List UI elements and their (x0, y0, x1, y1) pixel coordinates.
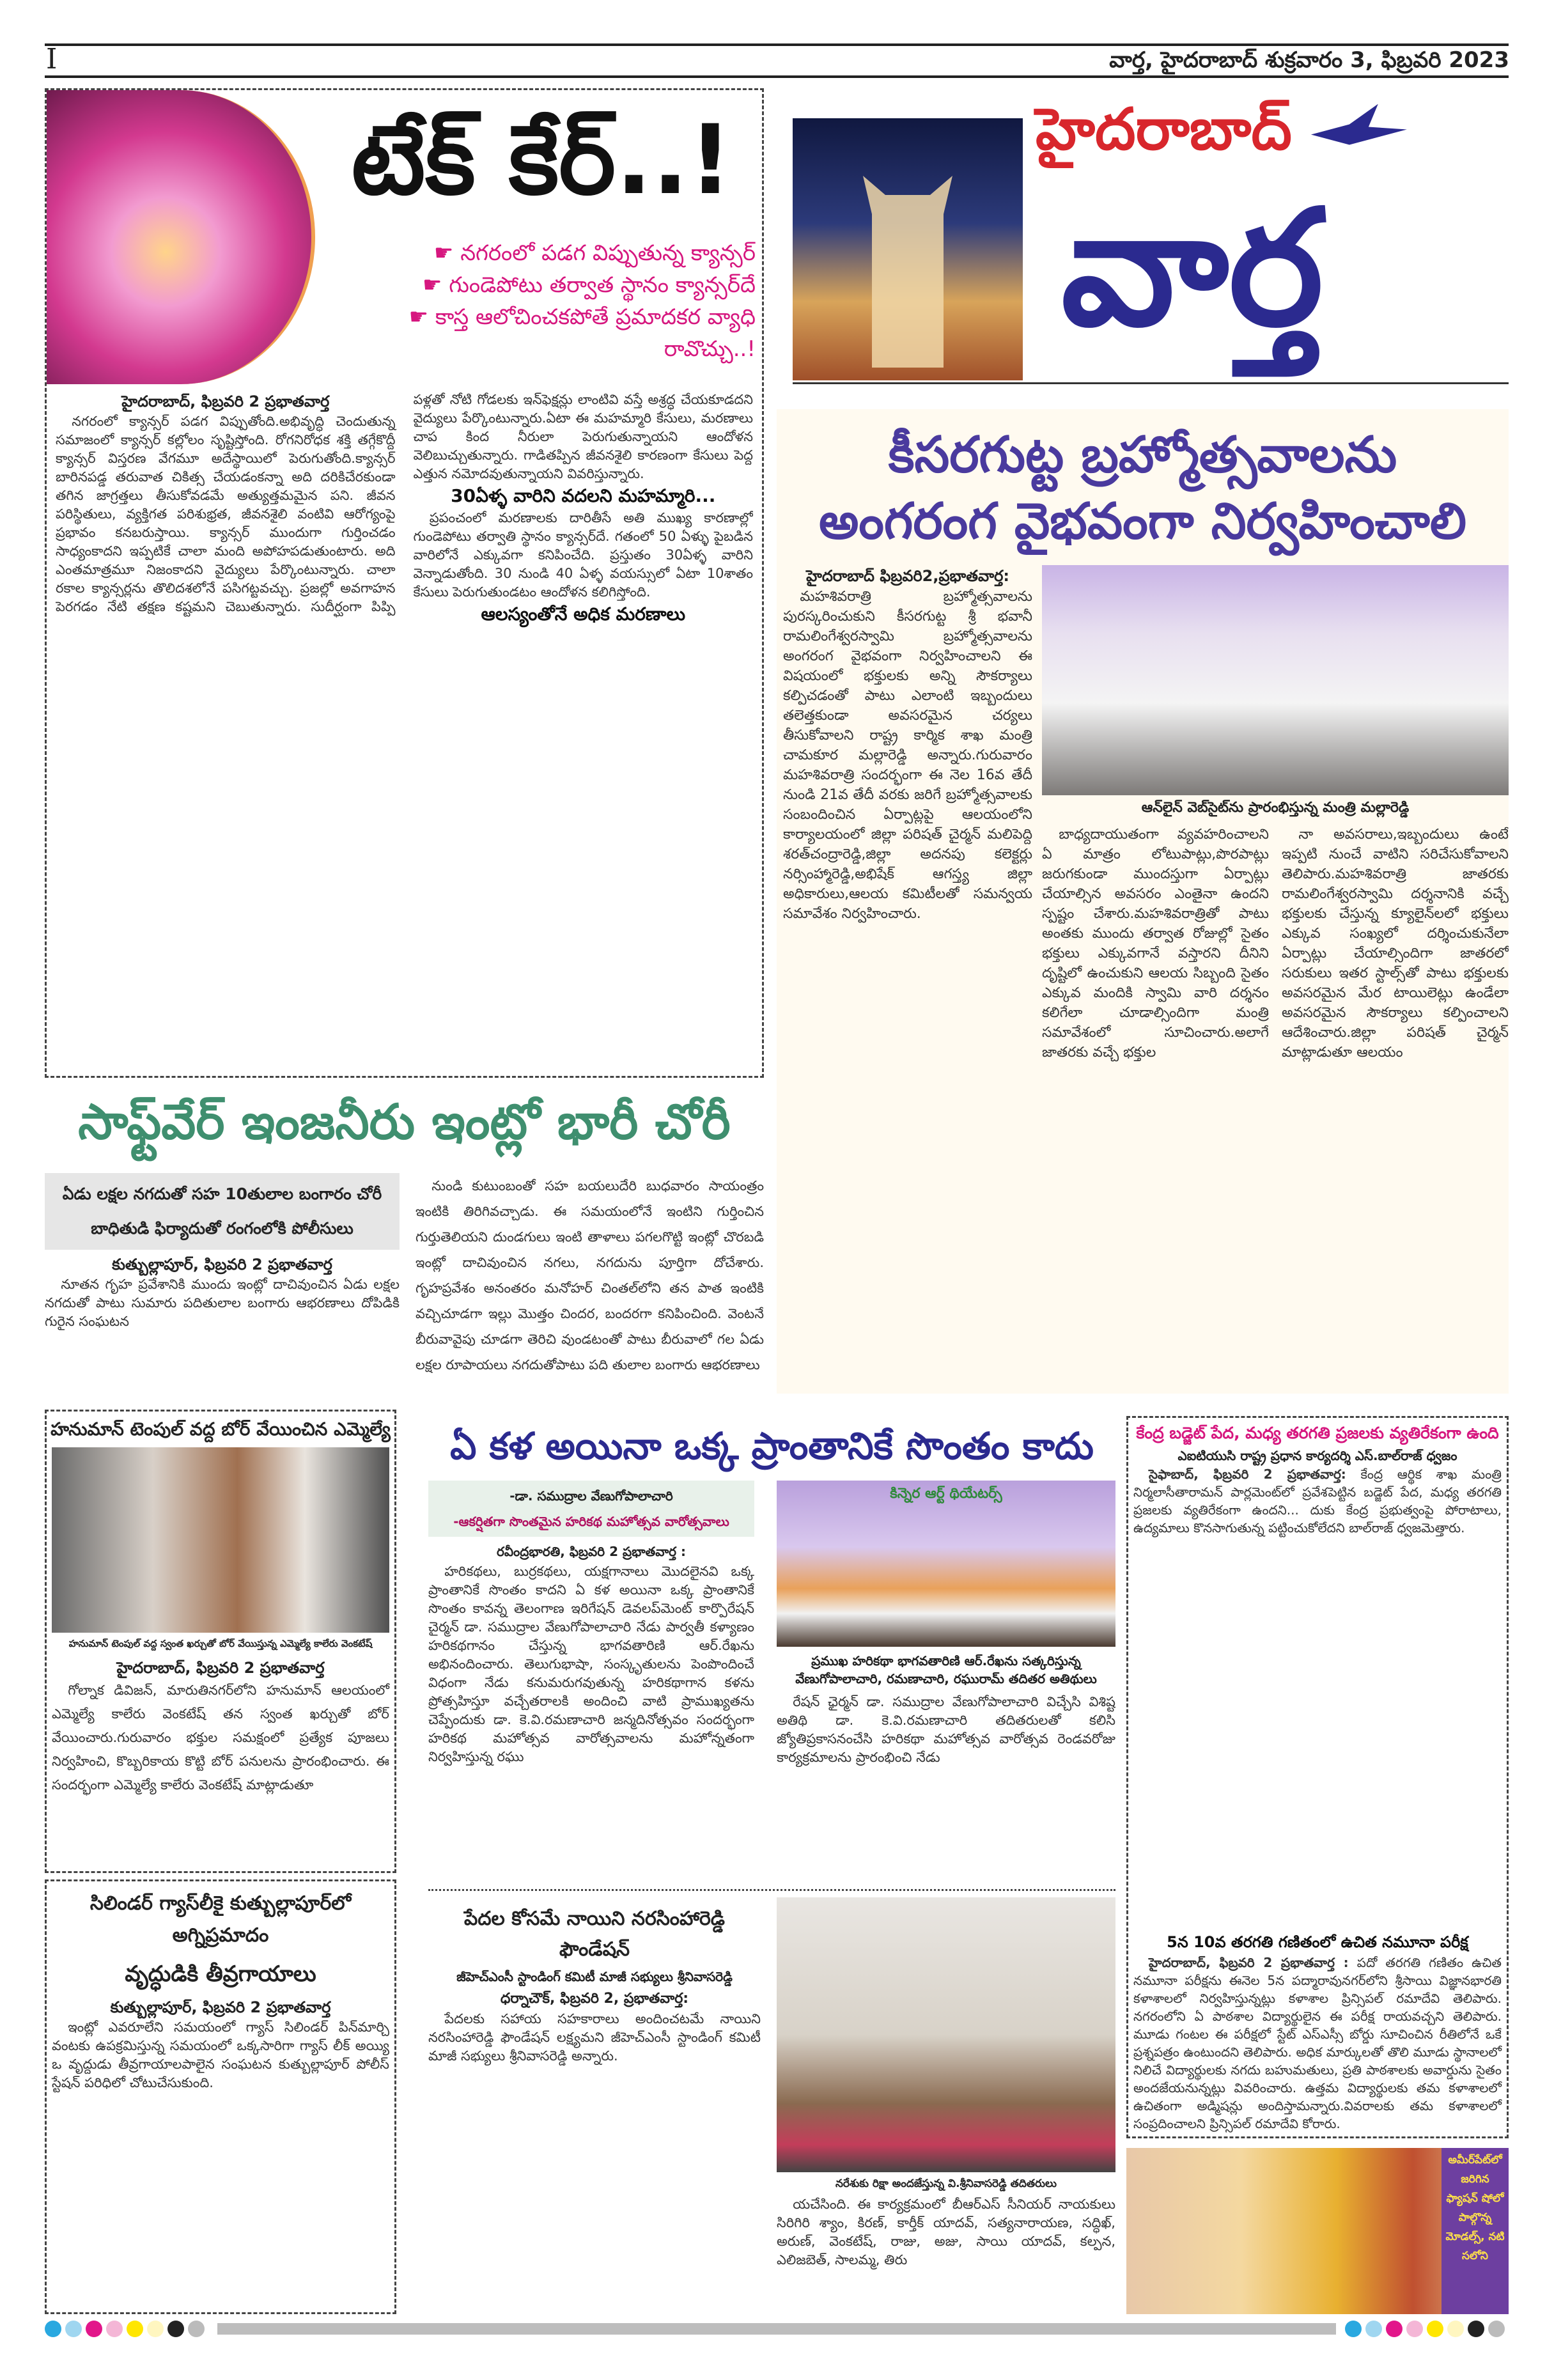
software-col-1 (45, 1275, 400, 1394)
harikatha-deck (428, 1481, 754, 1537)
foundation-paragraph: యచేసింది. ఈ కార్యక్రమంలో బీఆర్ఎస్ సీనియర్ నాయకులు సిరిగిరి శ్యాం, కిరణ్, కార్తీక్ యాదవ్, సత్యనారాయణ, సద్ధిఖ్, అరుణ్, వెంకటేష్, రాజు, అజు, సాయి యాదవ్, కల్పన, ఎలిజబెత్, సాలమ్మ, తిరు (777, 2197, 1115, 2267)
keesaragutta-byline: హైదరాబాద్ ఫిబ్రవరి2,ప్రభాతవార్త: (806, 567, 1009, 585)
budget-byline: సైఫాబాద్, ఫిబ్రవరి 2 ప్రభాతవార్త: (1149, 1466, 1346, 1482)
gray-bar (217, 2323, 1336, 2335)
foundation-deck: జీహెచ్ఎంసీ స్టాండింగ్ కమిటీ మాజీ సభ్యులు శ్రీనివాసరెడ్డి (456, 1969, 733, 1984)
cancer-paragraph: ప్రపంచంలో మరణాలకు దారితీసే అతి ముఖ్య కారణాల్లో గుండెపోటు తర్వాతి స్థానం క్యాన్సర్‌దే. గతంలో 50 ఏళ్ళు పైబడిన వారిలోనే ఎక్కువగా కనిపించేది. ప్రస్తుతం 30ఏళ్ళ వారిని వెన్నాడుతోంది. 30 నుండి 40 ఏళ్ళ వయస్సులో ఏటా 10శాతం కేసులు పెరుగుతుండటం ఆందోళన కలిగిస్తోంది. (413, 510, 753, 600)
dove-icon (1311, 104, 1407, 155)
page-marker: I (46, 43, 58, 75)
keesaragutta-col-1 (783, 565, 1032, 1387)
harikatha-col-2 (777, 1693, 1115, 1883)
header-rule-bottom (45, 75, 1509, 78)
keesaragutta-headline (777, 409, 1509, 565)
harikatha-col-1 (428, 1562, 754, 1883)
hanuman-headline: హనుమాన్ టెంపుల్ వద్ద బోర్ వేయించిన ఎమ్మెల్యే (51, 1419, 391, 1440)
exam-paragraph: పదో తరగతి గణితం ఉచిత నమూనా పరీక్షను ఈనెల 5న పద్మారావునగర్‌లోని శ్రీసాయి విజ్ఞానభారతి కళాశాలలో నిర్వహిస్తున్నట్లు కళాశాల ప్రిన్సిపల్ రమాదేవి తెలిపారు. నగరంలోని ఏ పాఠశాల విద్యార్థులైన ఈ పరీక్ష రాయవచ్చని తెలిపారు. మూడు గంటల ఈ పరీక్షలో స్టేట్ ఎస్ఎస్సీ బోర్డు సూచించిన రీతిలోనే ఒకే ప్రశ్నపత్రం ఉంటుందని తెలిపారు. అధిక మార్కులతో తొలి మూడు స్థానాలలో నిలిచే విద్యార్థులకు నగదు బహుమతులు, ప్రతి పాఠశాలకు అవార్డును సైతం అందజేయనున్నట్లు వివరించారు. ఉత్తమ విద్యార్థులకు తమ కళాశాలలో ఉచితంగా అడ్మిషన్లు అందిస్తామన్నారు.వివరాలకు తమ కళాశాలలో సంప్రదించాలని ప్రిన్సిపల్ రమాదేవి కోరారు. (1133, 1955, 1502, 2131)
harikatha-photo (777, 1481, 1115, 1647)
software-col-2 (416, 1173, 764, 1394)
bullet-2: ☛ గుండెపోటు తర్వాత స్థానం క్యాన్సర్‌దే (423, 272, 756, 298)
foundation-photo (777, 1897, 1115, 2172)
charminar-photo (793, 118, 1023, 380)
charminar-shape (863, 176, 952, 368)
harikatha-headline: ఏ కళ అయినా ఒక్క ప్రాంతానికే సొంతం కాదు (450, 1424, 1094, 1468)
keesaragutta-col-2 (1042, 825, 1269, 1387)
cylinder-headline: సిలిండర్ గ్యాస్‌లీకై కుత్బుల్లాపూర్‌లో అగ్నిప్రమాదం (89, 1892, 352, 1947)
bullet-1: ☛ నగరంలో పడగ విప్పుతున్న క్యాన్సర్ (433, 240, 756, 266)
headline-line-1: కీసరగుట్ట బ్రహ్మోత్సవాలను (888, 426, 1397, 484)
keesaragutta-paragraph: నా అవసరాలు,ఇబ్బందులు ఉంటే ఇప్పటి నుంచే వాటిని సరిచేసుకోవాలని తెలిపారు.మహశివరాత్రి జాతరకు రామలింగేశ్వరస్వామి దర్శనానికి వచ్చే భక్తులకు చేస్తున్న క్యూలైన్‌లలో భక్తులు ఎక్కువ సంఖ్యలో దర్శించుకునేలా ఏర్పాట్లు చేయాల్సిందిగా జాతరలో సరుకులు ఇతర స్టాల్స్‌తో పాటు భక్తులకు అవసరమైన మేర టాయిలెట్లు ఉండేలా అవసరమైన సౌకర్యాలు కల్పించాలని ఆదేశించారు.జిల్లా పరిషత్ చైర్మన్ మాట్లాడుతూ ఆలయం (1282, 827, 1509, 1061)
cylinder-body (47, 2018, 394, 2312)
minister-photo (1042, 565, 1509, 795)
bullet-3: ☛ కాస్త ఆలోచించకపోతే ప్రమాదకర వ్యాధి రావొచ్చు..! (408, 304, 756, 362)
keesaragutta-paragraph: బాధ్యదాయుతంగా వ్యవహరించాలని ఏ మాత్రం లోటుపాట్లు,పొరపాట్లు జరుగకుండా ముందస్తుగా ఏర్పాట్లు చేయాల్సిన అవసరం ఎంతైనా ఉందని స్పష్టం చేశారు.మహశివరాత్రితో పాటు అంతకు ముందు తర్వాత రోజుల్లో సైతం భక్తులు ఎక్కువగానే వస్తారని దీనిని దృష్టిలో ఉంచుకుని ఆలయ సిబ్బంది సైతం ఎక్కువ మందికి స్వామి వారి దర్శనం కలిగేలా చూడాల్సిందిగా మంత్రి సమావేశంలో సూచించారు.అలాగే జాతరకు వచ్చే భక్తుల (1042, 827, 1269, 1061)
foundation-col-1 (428, 2010, 761, 2314)
logo-rule (793, 382, 1509, 384)
cancer-bullets (328, 237, 756, 365)
harikatha-paragraph: రేషన్ ఛైర్మన్ డా. సముద్రాల వేణుగోపాలాచారి విచ్చేసి విశిష్ట అతిథి డా. కె.వి.రమణాచారి తదితరులతో కలిసి జ్యోతిప్రకాసనంచేసి హరికథా మహోత్సవ వారోత్సవ రెండవరోజు కార్యక్రమాలను ప్రారంభించి నేడు (777, 1694, 1115, 1765)
cancer-subhead-2: ఆలస్యంతోనే అధిక మరణాలు (481, 603, 686, 625)
logo-city: హైదరాబాద్ (1036, 96, 1292, 163)
cylinder-subheadline: వృద్ధుడికి తీవ్రగాయాలు (125, 1961, 316, 1987)
deck-line-2: బాధితుడి ఫిర్యాదుతో రంగంలోకి పోలీసులు (91, 1219, 354, 1238)
software-byline: కుత్బుల్లాపూర్, ఫిబ్రవరి 2 ప్రభాతవార్త (112, 1256, 332, 1273)
hanuman-body (47, 1679, 394, 1871)
cancer-byline: హైదరాబాద్, ఫిబ్రవరి 2 ప్రభాతవార్త (121, 393, 330, 410)
print-registration-bar (45, 2321, 1509, 2337)
software-deck (45, 1173, 400, 1250)
budget-paragraph: కేంద్ర ఆర్థిక శాఖ మంత్రి నిర్మలాసీతారామన్ పార్లమెంట్‌లో ప్రవేశపెట్టిన బడ్జెట్ పేద, మధ్య తరగతి ప్రజలకు వ్యతిరేకంగా ఉందని... దుకు కేంద్ర ప్రభుత్వంపై పోరాటాలు, ఉద్యమాలు కొనసాగుతున్న పట్టించుకోలేదని బాల్‌రాజ్ ధ్వజమెత్తారు. (1133, 1466, 1502, 1536)
hanuman-caption: హనుమాన్ టెంపుల్ వద్ద స్వంత ఖర్చుతో బోర్ వేయిస్తున్న ఎమ్మెల్యే కాలేరు వెంకటేష్ (68, 1638, 373, 1649)
cylinder-article (45, 1879, 396, 2314)
hanuman-photo (52, 1447, 389, 1633)
harikatha-deck-line: -ఆకర్షితగా సొంతమైన హరికథ మహోత్సవ వారోత్సవాలు (453, 1514, 729, 1529)
budget-body (1128, 1465, 1507, 1931)
logo-name: వార్త (1061, 175, 1324, 361)
cancer-body (56, 391, 753, 1067)
budget-headline: కేంద్ర బడ్జెట్ పేద, మధ్య తరగతి ప్రజలకు వ్యతిరేకంగా ఉంది (1136, 1424, 1499, 1442)
software-paragraph: నుండి కుటుంబంతో సహ బయలుదేరి బుధవారం సాయంత్రం ఇంటికి తిరిగివచ్చాడు. ఈ సమయంలోనే ఇంటిని గుర్తించిన గుర్తుతెలియని దుండగులు ఇంటి తాళాలు పగలగొట్టి ఇంట్లో చొరబడి ఇంట్లో దాచివుంచిన నగలు, నగదును పూర్తిగా దోచేశారు. గృహప్రవేశం అనంతరం మనోహర్ చింతల్‌లోని తన పాత ఇంటికి వచ్చిచూడగా ఇల్లు మొత్తం చిందర, బందరగా కనిపించింది. వెంటనే బీరువావైపు చూడగా తెరిచి వుండటంతో పాటు బీరువాలో గల ఏడు లక్షల రూపాయలు నగదుతోపాటు పది తులాల బంగారు ఆభరణాలు (416, 1178, 764, 1373)
foundation-paragraph: పేదలకు సహాయ సహకారాలు అందించటమే నాయిని నరసింహారెడ్డి ఫౌండేషన్ లక్ష్యమని జీహెచ్ఎంసీ స్టాండింగ్ కమిటీ మాజీ సభ్యులు శ్రీనివాసరెడ్డి అన్నారు. (428, 2011, 761, 2064)
keesaragutta-paragraph: మహశివరాత్రి బ్రహ్మోత్సవాలను పురస్కరించుకుని కీసరగుట్ట శ్రీ భవానీ రామలింగేశ్వరస్వామి బ్రహ్మోత్సవాలను అంగరంగ వైభవంగా నిర్వహించాలని ఈ విషయంలో భక్తులకు అన్ని సౌకర్యాలు కల్పిచడంతో పాటు ఎలాంటి ఇబ్బందులు తలెత్తకుండా అవసరమైన చర్యలు తీసుకోవాలని రాష్ట్ర కార్మిక శాఖ మంత్రి చామకూర మల్లారెడ్డి అన్నారు.గురువారం మహశివరాత్రి సందర్భంగా ఈ నెల 16వ తేదీ నుండి 21వ తేదీ వరకు జరిగే బ్రహ్మోత్సవాలకు సంబందించిన ఏర్పాట్లపై ఆలయంలోని కార్యాలయంలో జిల్లా పరిషత్ చైర్మన్ మలిపెద్ది శరత్‌చంద్రారెడ్డి,జిల్లా అదనపు కలెక్టర్లు నర్సింహ్మారెడ్డి,అభిషేక్ ఆగస్త్య జిల్లా అధికారులు,ఆలయ కమిటీలతో సమన్వయ సమావేశం నిర్వహించారు. (783, 589, 1032, 922)
harikatha-byline: రవీంద్రభారతి, ఫిబ్రవరి 2 ప్రభాతవార్త : (497, 1544, 686, 1559)
headline-line-2: అంగరంగ వైభవంగా నిర్వహించాలి (818, 493, 1466, 550)
harikatha-caption: ప్రముఖ హరికథా భాగవతారిణి ఆర్.రేఖను సత్కరిస్తున్న వేణుగోపాలాచారి, రమణాచారి, రఘురామ్ తదితర అతిథులు (795, 1653, 1097, 1686)
section-divider (428, 1889, 1115, 1891)
cancer-article (45, 88, 764, 1078)
budget-article (1126, 1416, 1509, 2138)
photo-banner-text: కిన్నెర ఆర్ట్ థియేటర్స్ (890, 1486, 1002, 1502)
cancer-subhead-1: 30ఏళ్ళ వారిని వదలని మహమ్మారి... (451, 485, 716, 506)
fashion-caption: అమీర్‌పేట్‌లో జరిగిన ఫ్యాషన్ షోలో పాల్గొన్న మోడల్స్, నటి సలోని (1441, 2148, 1509, 2314)
foundation-byline: ధర్నాచౌక్, ఫిబ్రవరి 2, ప్రభాతవార్త: (500, 1991, 689, 2007)
hanuman-article (45, 1410, 396, 1873)
foundation-col-2 (777, 2195, 1115, 2314)
exam-body (1128, 1954, 1507, 2136)
bullet-text: గుండెపోటు తర్వాత స్థానం క్యాన్సర్‌దే (449, 272, 756, 298)
color-dots-left (45, 2321, 208, 2340)
foundation-caption: నరేశుకు రిక్షా అందజేస్తున్న వి.శ్రీనివాసరెడ్డి తదితరులు (835, 2177, 1057, 2190)
harikatha-article (428, 1419, 1115, 1883)
exam-subhead: 5న 10వ తరగతి గణితంలో ఉచిత నమూనా పరీక్ష (1167, 1933, 1468, 1951)
cylinder-byline: కుత్బుల్లాపూర్, ఫిబ్రవరి 2 ప్రభాతవార్త (110, 1998, 331, 2016)
hanuman-paragraph: గోల్నాక డివిజన్, మారుతినగర్‌లోని హనుమాన్ ఆలయంలో ఎమ్మెల్యే కాలేరు వెంకటేష్ తన స్వంత ఖర్చుతో బోర్ వేయించారు.గురువారం భక్తుల సమక్షంలో ప్రత్యేక పూజలు నిర్వహించి, కొబ్బరికాయ కొట్టి బోర్ పనులను ప్రారంభించారు. ఈ సందర్భంగా ఎమ్మెల్యే కాలేరు వెంకటేష్ మాట్లాడుతూ (52, 1683, 389, 1793)
thyroid-image (47, 90, 315, 384)
color-dots-right (1345, 2321, 1509, 2340)
cylinder-paragraph: ఇంట్లో ఎవరూలేని సమయంలో గ్యాస్ సిలిండర్ పిన్‌మార్చి వంటకు ఉపక్రమిస్తున్న సమయంలో ఒక్కసారిగా గ్యాస్ లీక్ అయ్యి ఒ వృద్దుడు తీవ్రగాయాలపాలైన సంఘటన కుత్బుల్లాపూర్ పోలీస్ స్టేషన్ పరిధిలో చోటుచేసుకుంది. (52, 2019, 389, 2090)
deck-line-1: ఏడు లక్షల నగదుతో సహ 10తులాల బంగారం చోరీ (62, 1185, 382, 1203)
cancer-paragraph: నగరంలో క్యాన్సర్ పడగ విప్పుతోంది.అభివృద్ధి చెందుతున్న సమాజంలో క్యాన్సర్ కల్లోలం సృష్టిస్తోంది. రోగనిరోధక శక్తి తగ్గేకొద్దీ క్యాన్సర్ విస్తరణ వేగమూ అదేస్థాయిలో పెరుగుతోంది.క్యాన్సర్ బారినపడ్డ తరువాత చికిత్స చేయడంకన్నా అది దరికిచేరకుండా తగిన జాగ్రత్తలు తీసుకోవడమే అత్యుత్తమమైన పని. జీవన పరిస్థితులు, వ్యక్తిగత పరిశుభ్రత, జీవనశైలి వంటివి ఆరోగ్యంపై ప్రభావం కనబరుస్తాయి. క్యాన్సర్ ముందుగా గుర్తించడం సాధ్యంకాదని ఇప్పటికే చాలా మంది అపోహపడుతుంటారు. అది ఎంతమాత్రమూ నిజంకాదని వైద్యులు పేర్కొంటున్నారు. చాలా రకాల క్యాన్సర్లను తొలిదశలోనే పసిగట్టవచ్చు. ప్రజల్లో అవగాహన పెరగడం నేటి తక్షణ కష్టమని చెబుతున్నారు. సుదీర్ఘంగా పిప్పి పళ్లతో నోటి గోడలకు ఇన్‌ఫెక్షన్లు లాంటివి వస్తే అశ్రద్ధ చేయకూడదని వైద్యులు పేర్కొంటున్నారు.ఏటా ఈ మహమ్మారి కేసులు, మరణాలు చాప కింద నీరులా పెరుగుతున్నాయని ఆందోళన వెలిబుచ్చుతున్నారు. గాడితప్పిన జీవనశైలి కారణంగా కేసులు పెద్ద ఎత్తున నమోదవుతున్నాయని వివరిస్తున్నారు. (56, 392, 753, 614)
bullet-text: కాస్త ఆలోచించకపోతే ప్రమాదకర వ్యాధి రావొచ్చు..! (435, 304, 756, 362)
cancer-headline: టేక్ కేర్..! (351, 105, 733, 216)
keesaragutta-photo-caption: ఆన్‌లైన్ వెబ్‌సైట్‌ను ప్రారంభిస్తున్న మంత్రి మల్లారెడ్డి (1141, 800, 1410, 816)
software-headline: సాఫ్ట్‌వేర్ ఇంజనీరు ఇంట్లో భారీ చోరీ (78, 1093, 731, 1150)
foundation-article (428, 1897, 1115, 2314)
foundation-headline: పేదల కోసమే నాయిని నరసింహారెడ్డి ఫౌండేషన్ (464, 1908, 725, 1961)
harikatha-paragraph: హరికథలు, బుర్రకథలు, యక్షగానాలు మొదలైనవి ఒక్క ప్రాంతానికే సొంతం కాదని ఏ కళ అయినా ఒక్క ప్రాంతానికే సొంతం కావన్న తెలంగాణ ఇరిగేషన్ డెవలప్‌మెంట్ కార్పొరేషన్ చైర్మన్ డా. సముద్రాల వేణుగోపాలాచారి నేడు పార్వతీ కళ్యాణం హరికథగానం చేస్తున్న భాగవతారిణి ఆర్.రేఖను అభినందించారు. తెలుగుభాషా, సంస్కృతులను పెంపొందించే విధంగా నేడు కనుమరుగవుతున్న హరికథాగాన కళను ప్రోత్సహిస్తూ వచ్చేతరాలకి అందించి వాటి ప్రాముఖ్యతను చెప్పేందుకు డా. కె.వి.రమణాచారి జన్మదినోత్సవం సందర్భంగా హరికథ మహోత్సవ వారోత్సవాలను మహోన్నతంగా నిర్వహిస్తున్న రఘు (428, 1564, 754, 1764)
hanuman-byline: హైదరాబాద్, ఫిబ్రవరి 2 ప్రభాతవార్త (116, 1659, 325, 1677)
keesaragutta-article (777, 409, 1509, 1394)
vaartha-logo (1023, 93, 1509, 380)
keesaragutta-col-3 (1282, 825, 1509, 1387)
fashion-photo (1126, 2148, 1509, 2314)
bullet-text: నగరంలో పడగ విప్పుతున్న క్యాన్సర్ (460, 240, 756, 266)
harikatha-author: -డా. సముద్రాల వేణుగోపాలాచారి (509, 1488, 673, 1504)
exam-byline: హైదరాబాద్, ఫిబ్రవరి 2 ప్రభాతవార్త : (1149, 1955, 1349, 1970)
software-paragraph: నూతన గృహ ప్రవేశానికి ముందు ఇంట్లో దాచివుంచిన ఏడు లక్షల నగదుతో పాటు సుమారు పదితులాల బంగారు ఆభరణాలు దోపిడికి గురైన సంఘటన (45, 1277, 400, 1329)
budget-deck: ఎఐటియుసి రాష్ట్ర ప్రధాన కార్యదర్శి ఎస్.బాల్‌రాజ్ ధ్వజం (1177, 1448, 1457, 1463)
masthead-dateline: వార్త, హైదరాబాద్ శుక్రవారం 3, ఫిబ్రవరి 2023 (1109, 47, 1509, 73)
software-theft-article (45, 1087, 764, 1394)
